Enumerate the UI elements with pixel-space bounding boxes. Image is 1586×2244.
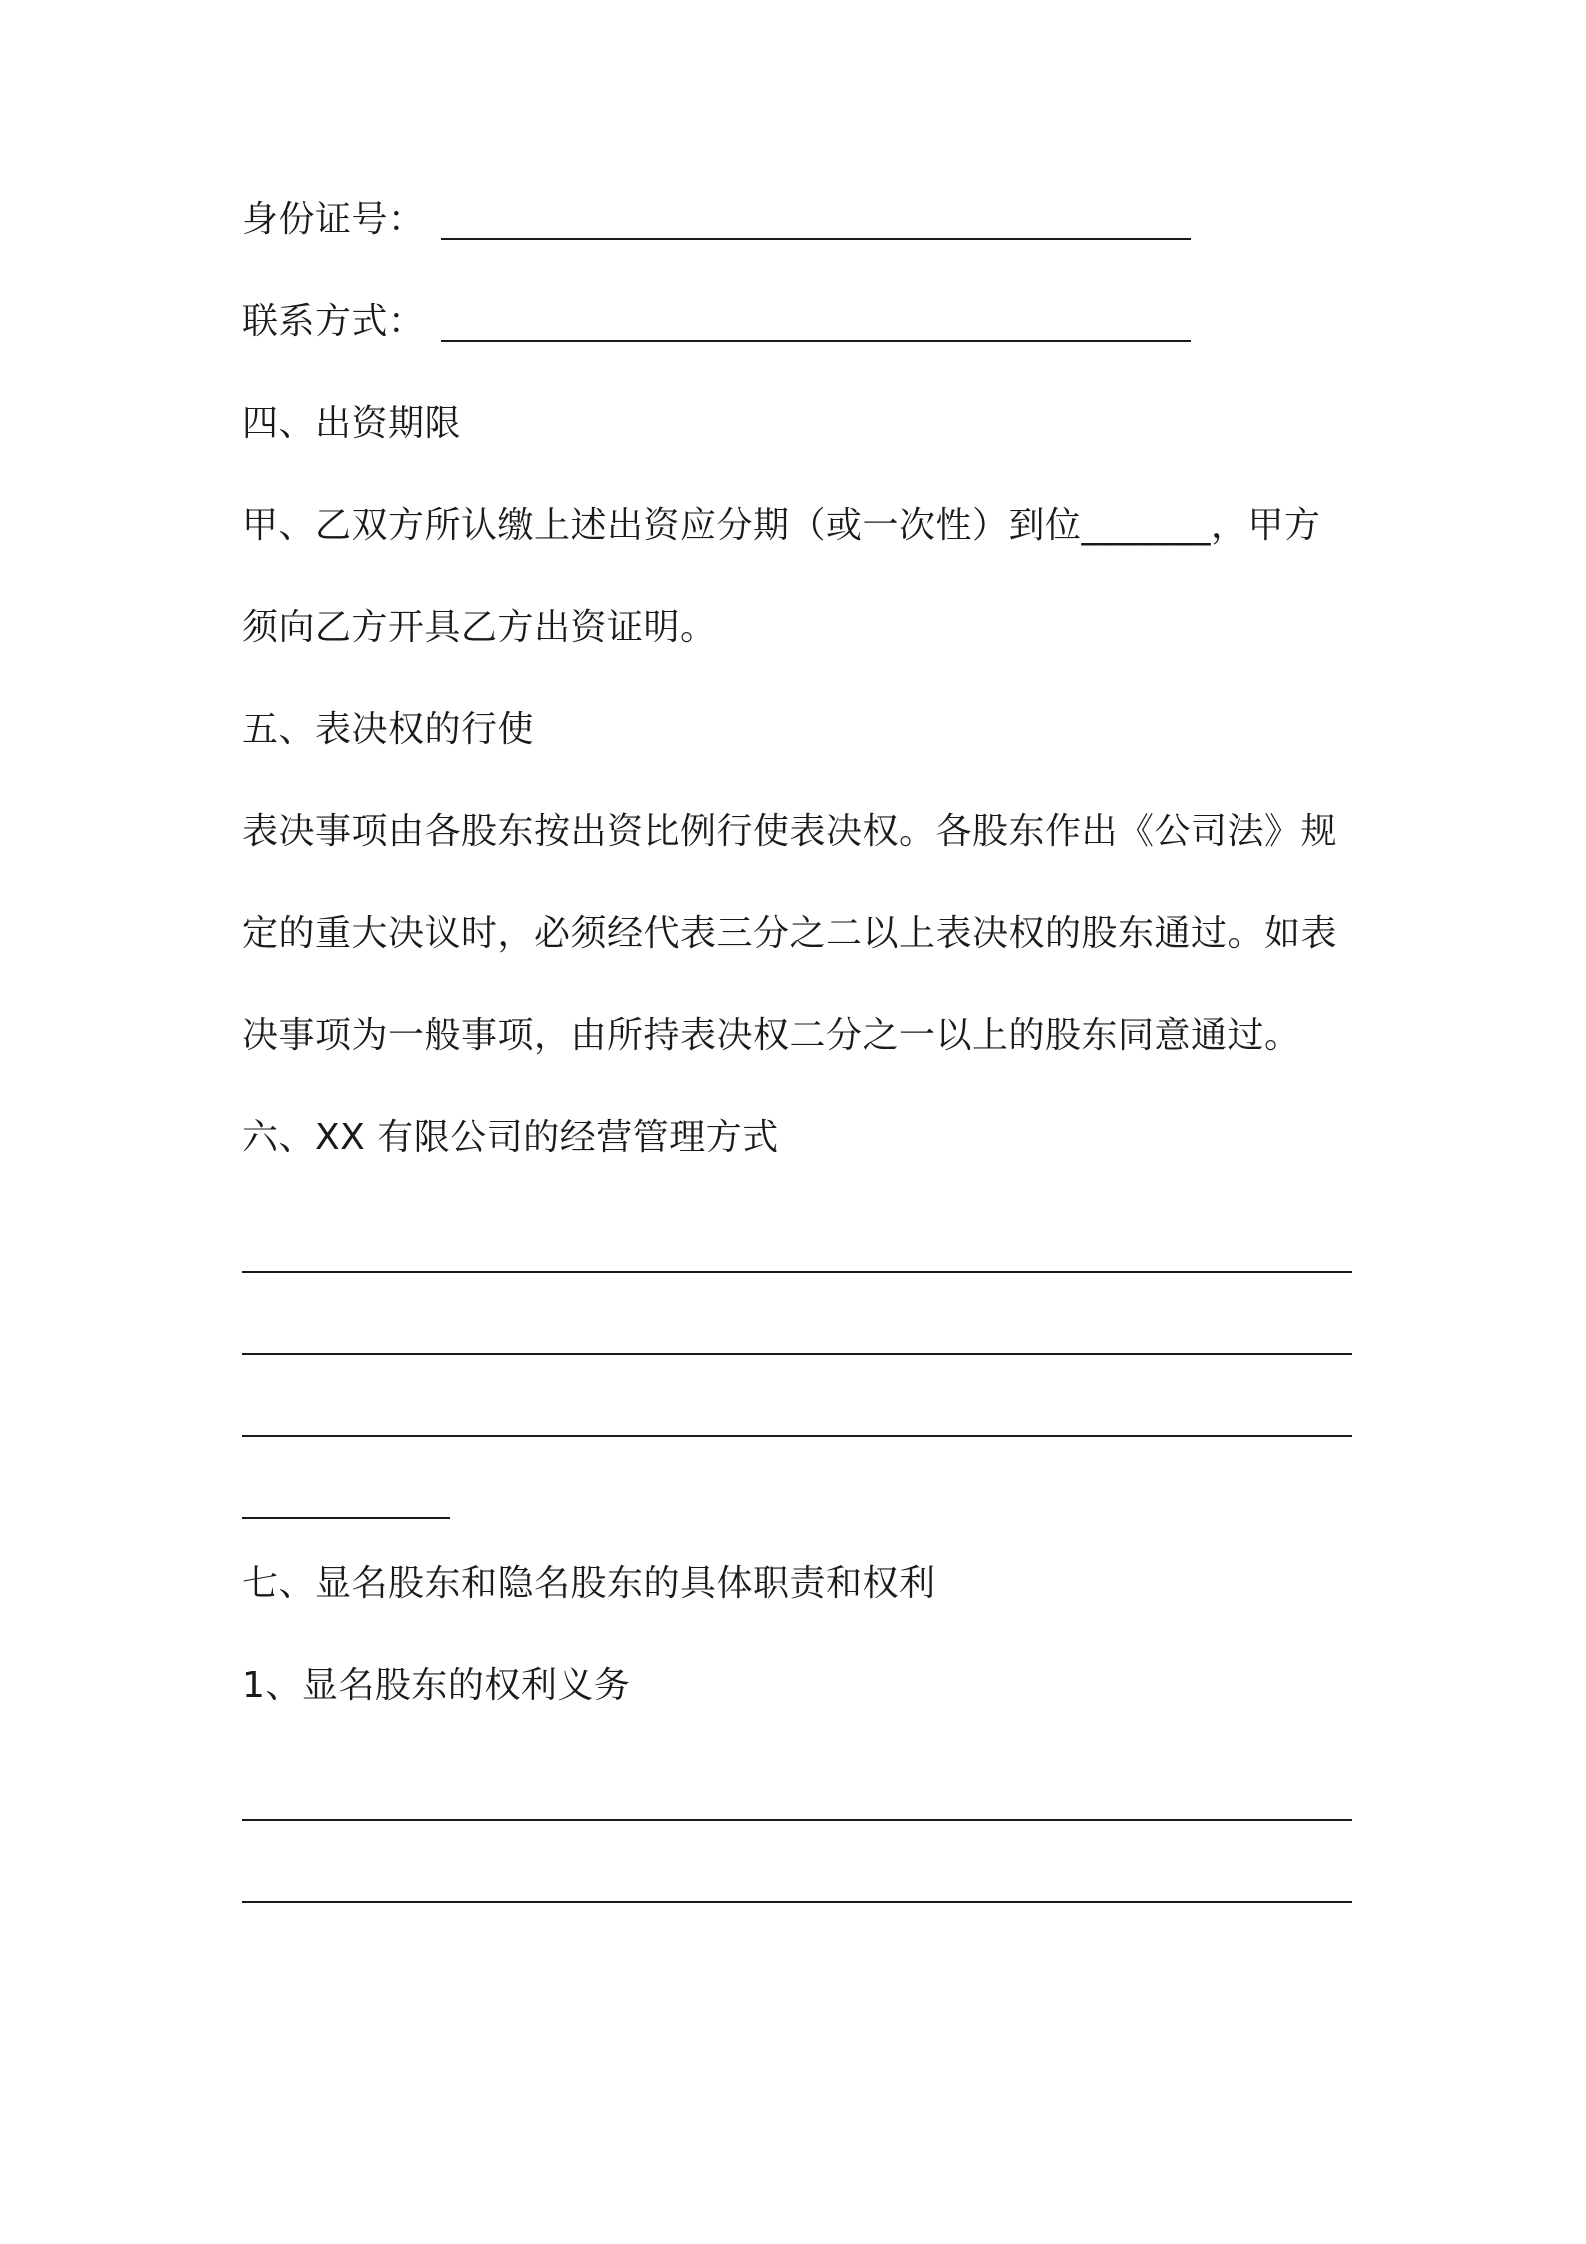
section-5-line-1: 表决事项由各股东按出资比例行使表决权。各股东作出《公司法》规: [242, 811, 1338, 852]
section-4-line-1: 甲、乙双方所认缴上述出资应分期（或一次性）到位_______，甲方: [242, 505, 1321, 546]
id-number-blank: [441, 238, 1191, 240]
section-6-title: 六、XX 有限公司的经营管理方式: [242, 1117, 779, 1158]
section-7-blank-line-2: [242, 1901, 1352, 1903]
contact-label: 联系方式：: [242, 301, 425, 342]
section-5-line-3: 决事项为一般事项，由所持表决权二分之一以上的股东同意通过。: [242, 1015, 1301, 1056]
section-6-blank-line-1: [242, 1271, 1352, 1273]
id-number-label: 身份证号：: [242, 199, 425, 240]
contact-row: [242, 298, 1191, 346]
section-7-blank-line-1: [242, 1819, 1352, 1821]
section-4-title: 四、出资期限: [242, 403, 462, 444]
contact-blank: [441, 340, 1191, 342]
section-5-title: 五、表决权的行使: [242, 709, 535, 750]
section-6-blank-line-4: [242, 1517, 450, 1519]
id-number-row: [242, 196, 1191, 244]
section-6-blank-line-2: [242, 1353, 1352, 1355]
section-5-line-2: 定的重大决议时，必须经代表三分之二以上表决权的股东通过。如表: [242, 913, 1338, 954]
section-7-title: 七、显名股东和隐名股东的具体职责和权利: [242, 1563, 936, 1604]
section-7-subtitle-1: 1、显名股东的权利义务: [242, 1665, 631, 1706]
section-4-line-2: 须向乙方开具乙方出资证明。: [242, 607, 717, 648]
section-6-blank-line-3: [242, 1435, 1352, 1437]
